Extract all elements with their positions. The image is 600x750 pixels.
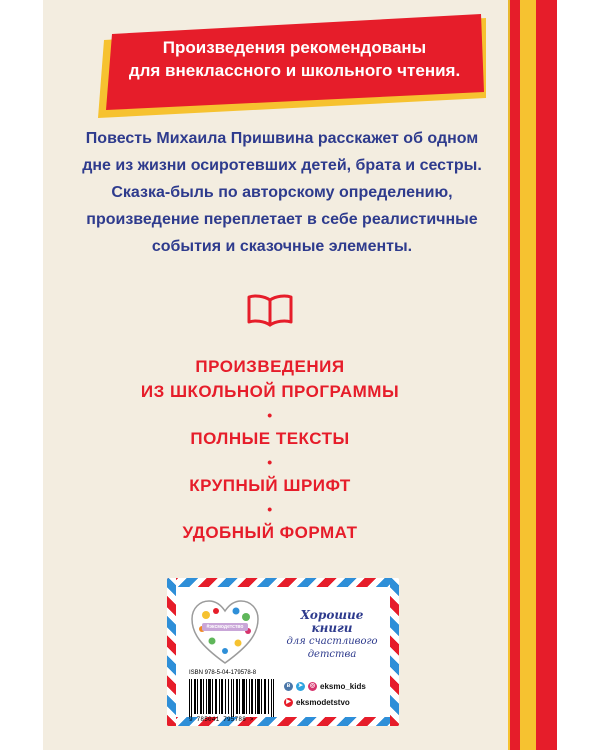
feature-large-font: КРУПНЫЙ ШРИФТ xyxy=(189,476,351,495)
bullet-separator: • xyxy=(267,501,273,517)
slogan-line-2: книги xyxy=(311,621,353,635)
telegram-icon[interactable]: ➤ xyxy=(297,682,304,689)
social-row-site[interactable] xyxy=(284,694,394,710)
description-line: дне из жизни осиротевших детей, брата и сестры. xyxy=(82,157,482,174)
description-line: Повесть Михаила Пришвина расскажет об одном xyxy=(85,130,479,147)
banner-line-2: для внеклассного и школьного чтения. xyxy=(128,61,461,80)
feature-list xyxy=(80,354,460,545)
slogan-line-3: для счастливого xyxy=(286,636,378,647)
heart-hashtag: #эксмодетство xyxy=(206,624,244,630)
instagram-icon[interactable]: ◎ xyxy=(309,682,316,689)
slogan xyxy=(280,609,384,661)
isbn-number: ISBN 978-5-04-179578-8 xyxy=(189,670,257,676)
site-handle[interactable]: eksmodetstvo xyxy=(296,697,350,707)
banner-line-1: Произведения рекомендованы xyxy=(162,38,427,57)
feature-full-texts: ПОЛНЫЕ ТЕКСТЫ xyxy=(190,429,350,448)
video-icon[interactable]: ▶ xyxy=(284,698,293,707)
barcode xyxy=(189,679,277,717)
barcode-digits: 9 785041 795788 > xyxy=(189,716,254,723)
slogan-line-1: Хорошие xyxy=(300,608,364,622)
vk-icon[interactable]: в xyxy=(284,682,293,691)
banner-text xyxy=(98,36,491,82)
spine-yellow-band xyxy=(520,0,536,750)
airmail-border-left xyxy=(167,578,176,726)
description-line: события и сказочные элементы. xyxy=(151,238,413,255)
feature-school-line-1: ПРОИЗВЕДЕНИЯ xyxy=(195,357,345,376)
bullet-separator: • xyxy=(267,407,273,423)
feature-convenient-format: УДОБНЫЙ ФОРМАТ xyxy=(182,523,358,542)
slogan-line-4: детства xyxy=(307,649,357,660)
description-line: Сказка-быль по авторскому определению, xyxy=(111,184,453,201)
postcard-body xyxy=(176,587,390,723)
book-description xyxy=(58,125,506,260)
airmail-border-top xyxy=(167,578,399,587)
feature-school-line-2: ИЗ ШКОЛЬНОЙ ПРОГРАММЫ xyxy=(140,382,400,401)
postcard-block xyxy=(167,578,399,726)
open-book-icon xyxy=(246,292,294,328)
recommendation-banner xyxy=(98,14,491,124)
social-handle[interactable]: eksmo_kids xyxy=(320,681,366,691)
heart-logo xyxy=(190,599,260,667)
social-row[interactable] xyxy=(284,678,394,694)
bullet-separator: • xyxy=(267,454,273,470)
social-links xyxy=(284,678,394,710)
description-line: произведение переплетает в себе реалистичные xyxy=(86,211,478,228)
